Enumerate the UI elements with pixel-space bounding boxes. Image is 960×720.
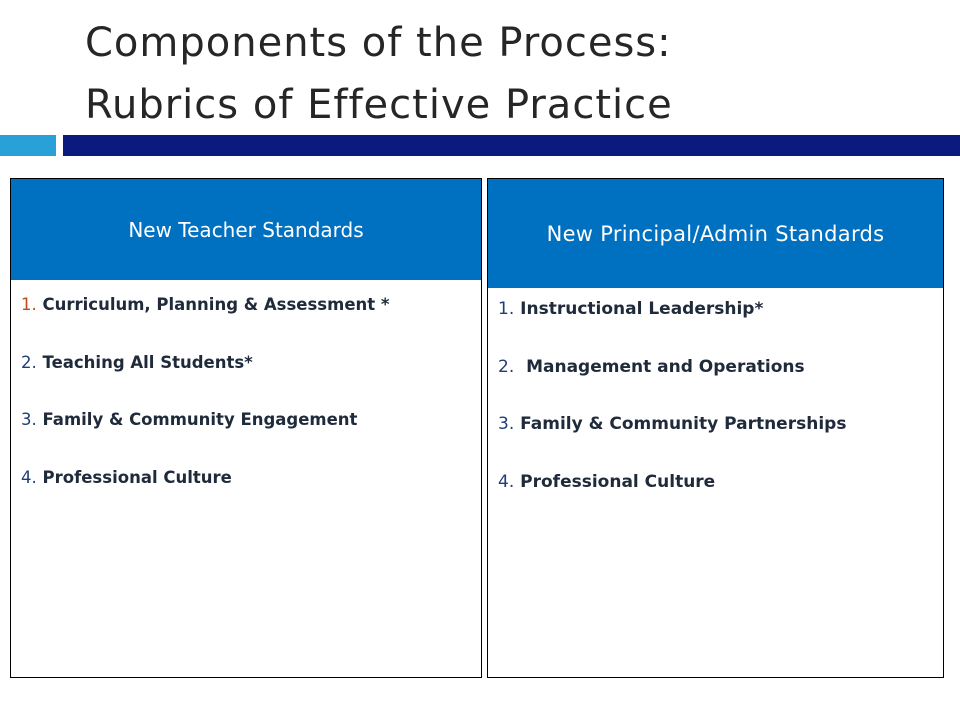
item-label: Professional Culture [520, 471, 716, 492]
list-item [498, 357, 846, 415]
item-number: 3. [498, 414, 515, 434]
item-label: Family & Community Partnerships [520, 414, 847, 434]
item-label: Teaching All Students* [42, 352, 253, 372]
item-number: 4. [21, 467, 37, 487]
item-number: 2. [498, 356, 515, 377]
slide-title-line-1: Components of the Process: [85, 20, 672, 66]
list-item [498, 414, 846, 472]
item-label: Family & Community Engagement [42, 410, 358, 429]
principal-standards-header: New Principal/Admin Standards [488, 179, 943, 288]
item-number: 2. [21, 352, 37, 372]
item-number: 1. [21, 295, 37, 314]
teacher-standards-header: New Teacher Standards [11, 179, 481, 280]
principal-standards-list [498, 299, 846, 529]
item-number: 1. [498, 299, 515, 319]
accent-bar-dark [63, 135, 960, 156]
principal-standards-panel [487, 178, 944, 678]
accent-bar-light [0, 135, 56, 156]
list-item [498, 299, 846, 357]
teacher-standards-list [21, 295, 390, 525]
slide-title-line-2: Rubrics of Effective Practice [85, 82, 673, 128]
list-item [21, 410, 390, 468]
item-label: Instructional Leadership* [520, 299, 764, 319]
list-item [21, 295, 390, 353]
item-label: Professional Culture [42, 467, 232, 487]
item-label: Curriculum, Planning & Assessment * [42, 295, 390, 314]
list-item [21, 468, 390, 526]
teacher-standards-panel [10, 178, 482, 678]
list-item [21, 353, 390, 411]
list-item [498, 472, 846, 530]
item-number: 4. [498, 471, 515, 492]
item-label: Management and Operations [520, 356, 805, 377]
item-number: 3. [21, 410, 37, 429]
